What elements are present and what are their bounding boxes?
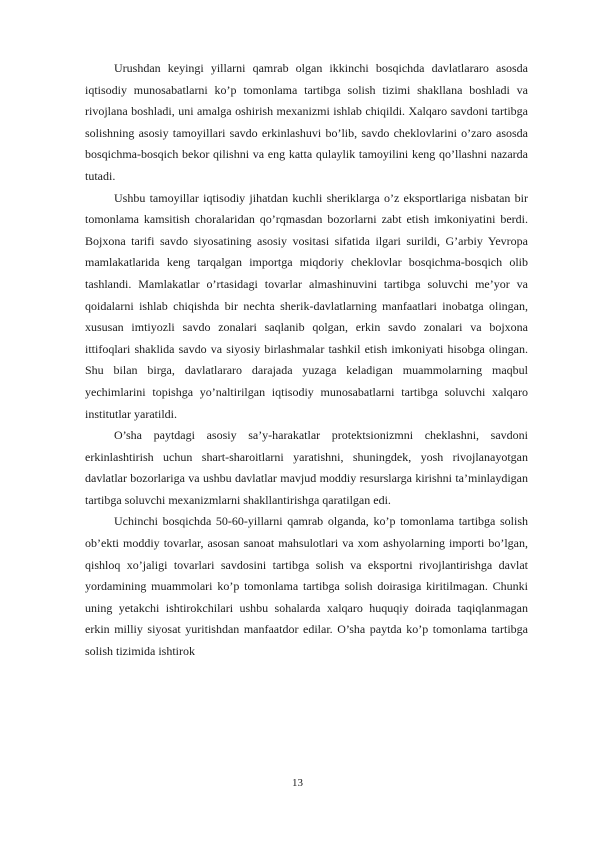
page-number: 13 — [292, 777, 303, 789]
paragraph-2: Ushbu tamoyillar iqtisodiy jihatdan kuchli sheriklarga o’z eksportlariga nisbatan bir tomonlama kamsitish choralaridan qo’rqmasdan bozorlarni zabt etish imkoniyatini berdi. Bojxona tarifi savdo siyosatining asosiy vositasi sifatida ilgari surildi, G’arbiy Yevropa mamlakatlarida keng tarqalgan importga miqdoriy cheklovlar bosqichma-bosqich olib tashlandi. Mamlakatlar o’rtasidagi tovarlar almashinuvini tartibga soluvchi me’yor va qoidalarni ishlab chiqishda bir nechta sherik-davlatlarning manfaatlari inobatga olingan, xususan imtiyozli savdo zonalari saqlanib qolgan, erkin savdo zonalari va bojxona ittifoqlari shaklida savdo va siyosiy birlashmalar tashkil etish imkoniyati hisobga olingan. Shu bilan birga, davlatlararo darajada yuzaga keladigan muammolarning maqbul yechimlarini topishga yo’naltirilgan iqtisodiy munosabatlarni tartibga soluvchi xalqaro institutlar yaratildi. — [85, 190, 528, 421]
paragraph-3: O’sha paytdagi asosiy sa’y-harakatlar protektsionizmni cheklashni, savdoni erkinlashtirish uchun shart-sharoitlarni yaratishni, shuningdek, yosh rivojlanayotgan davlatlar bozorlariga va ushbu davlatlar mavjud moddiy resurslarga kirishni ta’minlaydigan tartibga soluvchi mexanizmlarni shakllantirishga qaratilgan edi. — [85, 428, 528, 507]
paragraph-4: Uchinchi bosqichda 50-60-yillarni qamrab olganda, ko’p tomonlama tartibga solish ob’ekti moddiy tovarlar, asosan sanoat mahsulotlari va xom ashyolarning importi bo’lgan, qishloq xo’jaligi tovarlari savdosini tartibga solish va eksportni rivojlantirishga davlat yordamining muammolari ko’p tomonlama tartibga solish doirasiga kiritilmagan. Chunki uning yetakchi ishtirokchilari ushbu sohalarda xalqaro huquqiy doirada taqiqlanmagan erkin milliy siyosat yuritishdan manfaatdor edilar. O’sha paytda ko’p tomonlama tartibga solish tizimida ishtirok — [85, 514, 528, 659]
paragraph-1: Urushdan keyingi yillarni qamrab olgan ikkinchi bosqichda davlatlararo asosda iqtisodiy munosabatlarni ko’p tomonlama tartibga solish tizimi shakllana boshladi va rivojlana boshladi, uni amalga oshirish mexanizmi ishlab chiqildi. Xalqaro savdoni tartibga solishning asosiy tamoyillari savdo erkinlashuvi bo’lib, savdo cheklovlarini o’zaro asosda bosqichma-bosqich bekor qilishni va eng katta qulaylik tamoyilini keng qo’llashni nazarda tutadi. — [85, 61, 528, 183]
document-body — [85, 58, 528, 663]
